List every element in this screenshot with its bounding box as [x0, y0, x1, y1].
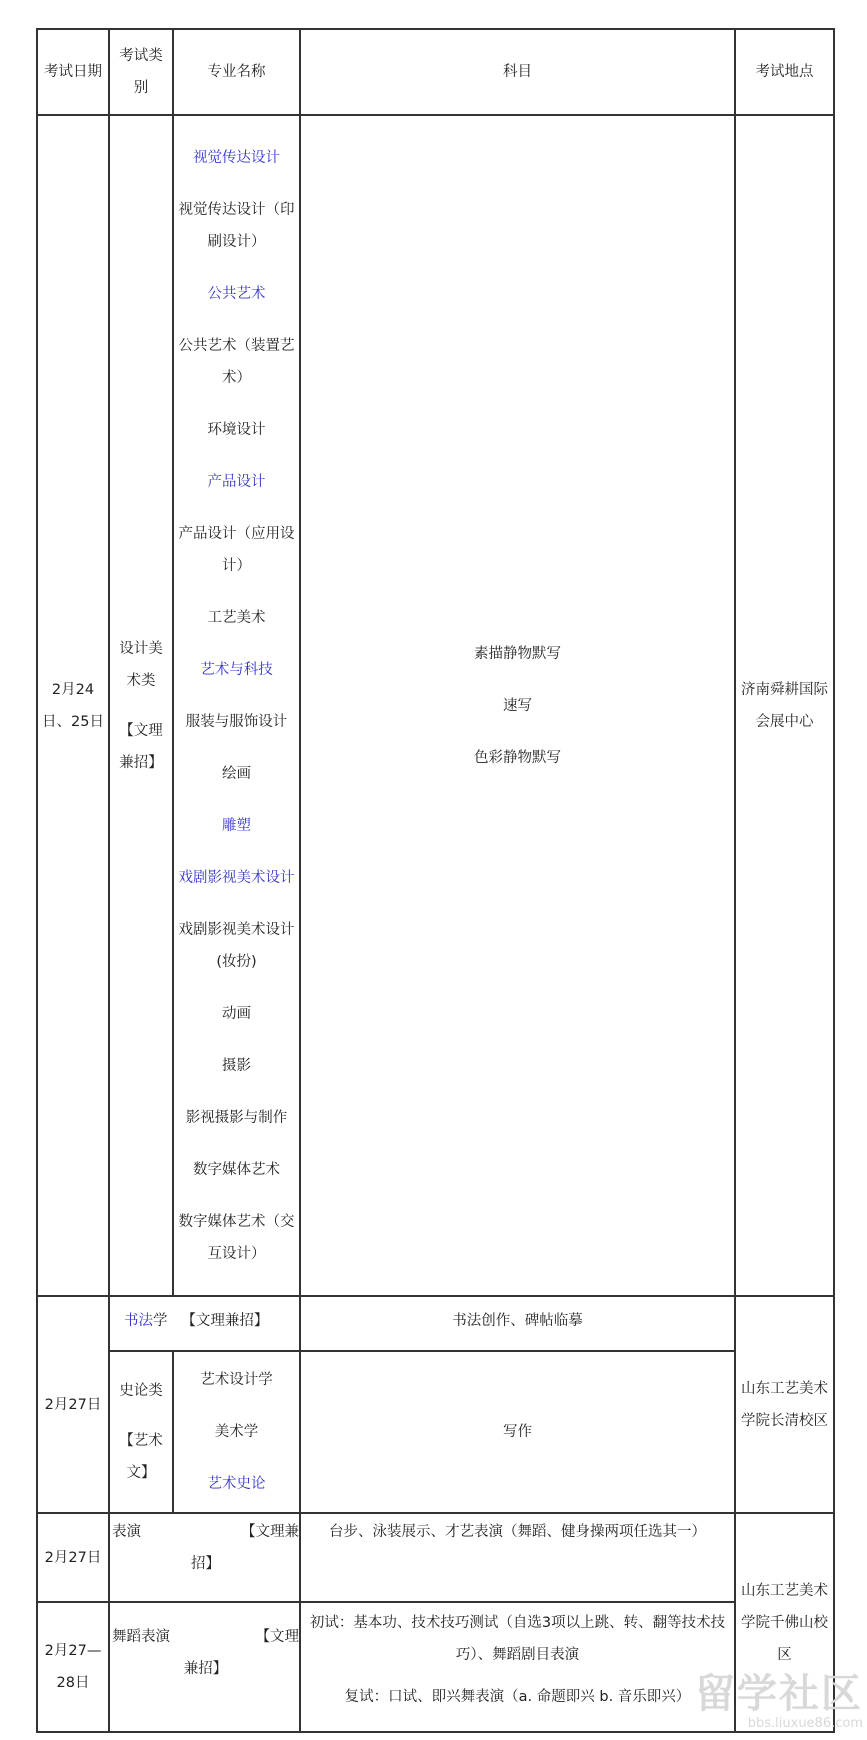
performance-subjects: 台步、泳装展示、才艺表演（舞蹈、健身操两项任选其一）: [329, 1524, 706, 1540]
history-major-item: 艺术设计学: [200, 1372, 273, 1388]
history-note: 【艺术文】: [119, 1433, 163, 1481]
design-majors: [174, 116, 299, 1295]
design-major-item: 产品设计（应用设计）: [178, 525, 295, 574]
design-major-item: 数字媒体艺术（交互设计）: [178, 1213, 295, 1262]
design-majors-list: [178, 132, 295, 1280]
design-date: 2月24日、25日: [42, 681, 104, 730]
header-major: 专业名称: [207, 64, 266, 80]
watermark-url: bbs.liuxue86.com: [747, 1716, 863, 1731]
design-major-item: 戏剧影视美术设计(妆扮): [178, 921, 295, 970]
history-subjects: 写作: [503, 1424, 532, 1440]
header-category-text: 考试类别: [119, 48, 163, 96]
calligraphy-note: 【文理兼招】: [181, 1313, 269, 1329]
calligraphy-major: [124, 1305, 268, 1337]
design-category-cell: [110, 116, 172, 1295]
design-major-item: 绘画: [222, 765, 251, 782]
design-major-item: 影视摄影与制作: [185, 1109, 288, 1126]
calligraphy-location: 山东工艺美术学院长清校区: [741, 1380, 828, 1429]
design-major-item: 视觉传达设计（印刷设计）: [178, 201, 295, 250]
design-major-item: 环境设计: [207, 421, 266, 438]
design-subject-2: 速写: [503, 697, 532, 714]
design-note: 【文理兼招】: [119, 722, 163, 771]
design-major-item: 工艺美术: [207, 609, 266, 626]
dance-category-cell: [110, 1603, 299, 1731]
design-subject-1: 素描静物默写: [474, 645, 561, 662]
history-majors: [174, 1352, 299, 1512]
performance-date: 2月27日: [44, 1549, 102, 1566]
design-major-item[interactable]: 产品设计: [207, 473, 266, 490]
exam-schedule-table: [36, 28, 835, 1733]
dance-note-b: 兼招】: [183, 1661, 228, 1677]
dance-note-a: 【文理: [255, 1629, 299, 1645]
calligraphy-major-rest: 学: [153, 1313, 168, 1329]
design-major-item[interactable]: 公共艺术: [207, 285, 266, 302]
design-category: 设计美术类: [119, 640, 163, 689]
performance-note-b: 招】: [191, 1556, 220, 1572]
dance-subjects-retest: 复试：口试、即兴舞表演（a. 命题即兴 b. 音乐即兴）: [344, 1689, 691, 1705]
header-date: 考试日期: [44, 64, 102, 80]
history-category-cell: [110, 1352, 172, 1512]
performance-category: 表演: [112, 1524, 141, 1540]
performance-category-cell: [110, 1514, 299, 1601]
calligraphy-date: 2月27日: [44, 1396, 102, 1413]
history-majors-list: [200, 1354, 273, 1510]
calligraphy-major-cell: [110, 1297, 299, 1350]
border-right: [833, 28, 835, 1733]
design-major-item: 服装与服饰设计: [185, 713, 288, 730]
dance-line: [112, 1621, 299, 1653]
history-major-item[interactable]: 艺术史论: [207, 1476, 266, 1492]
design-major-item: 公共艺术（装置艺术）: [178, 337, 295, 386]
history-category: 史论类: [119, 1383, 163, 1399]
dance-category: 舞蹈表演: [112, 1629, 170, 1645]
design-major-item[interactable]: 艺术与科技: [200, 661, 273, 678]
design-major-item[interactable]: 戏剧影视美术设计: [178, 869, 295, 886]
design-location: 济南舜耕国际会展中心: [741, 681, 828, 730]
header-category: [110, 30, 172, 114]
dance-location: 山东工艺美术学院千佛山校区: [741, 1582, 828, 1663]
header-location: 考试地点: [755, 64, 814, 80]
design-subject-3: 色彩静物默写: [474, 749, 561, 766]
design-major-item: 数字媒体艺术: [193, 1161, 280, 1178]
calligraphy-subjects: 书法创作、碑帖临摹: [452, 1313, 583, 1329]
dance-subjects-initial: 初试：基本功、技术技巧测试（自选3项以上跳、转、翻等技术技巧）、舞蹈剧目表演: [309, 1615, 726, 1663]
design-major-item[interactable]: 雕塑: [222, 817, 251, 834]
watermark: [695, 1672, 863, 1732]
history-major-item: 美术学: [214, 1424, 259, 1440]
performance-note-a: 【文理兼: [241, 1524, 299, 1540]
design-major-item: 动画: [222, 1005, 251, 1022]
design-major-item[interactable]: 视觉传达设计: [193, 149, 280, 166]
watermark-logo: 留学社区: [695, 1671, 863, 1717]
design-subjects: [301, 116, 734, 1295]
calligraphy-major-link[interactable]: 书法: [124, 1313, 153, 1329]
dance-subjects: [301, 1603, 734, 1731]
header-subject: 科目: [503, 64, 532, 80]
performance-line: [112, 1516, 299, 1548]
dance-date: 2月27—28日: [44, 1643, 102, 1691]
design-major-item: 摄影: [222, 1057, 251, 1074]
